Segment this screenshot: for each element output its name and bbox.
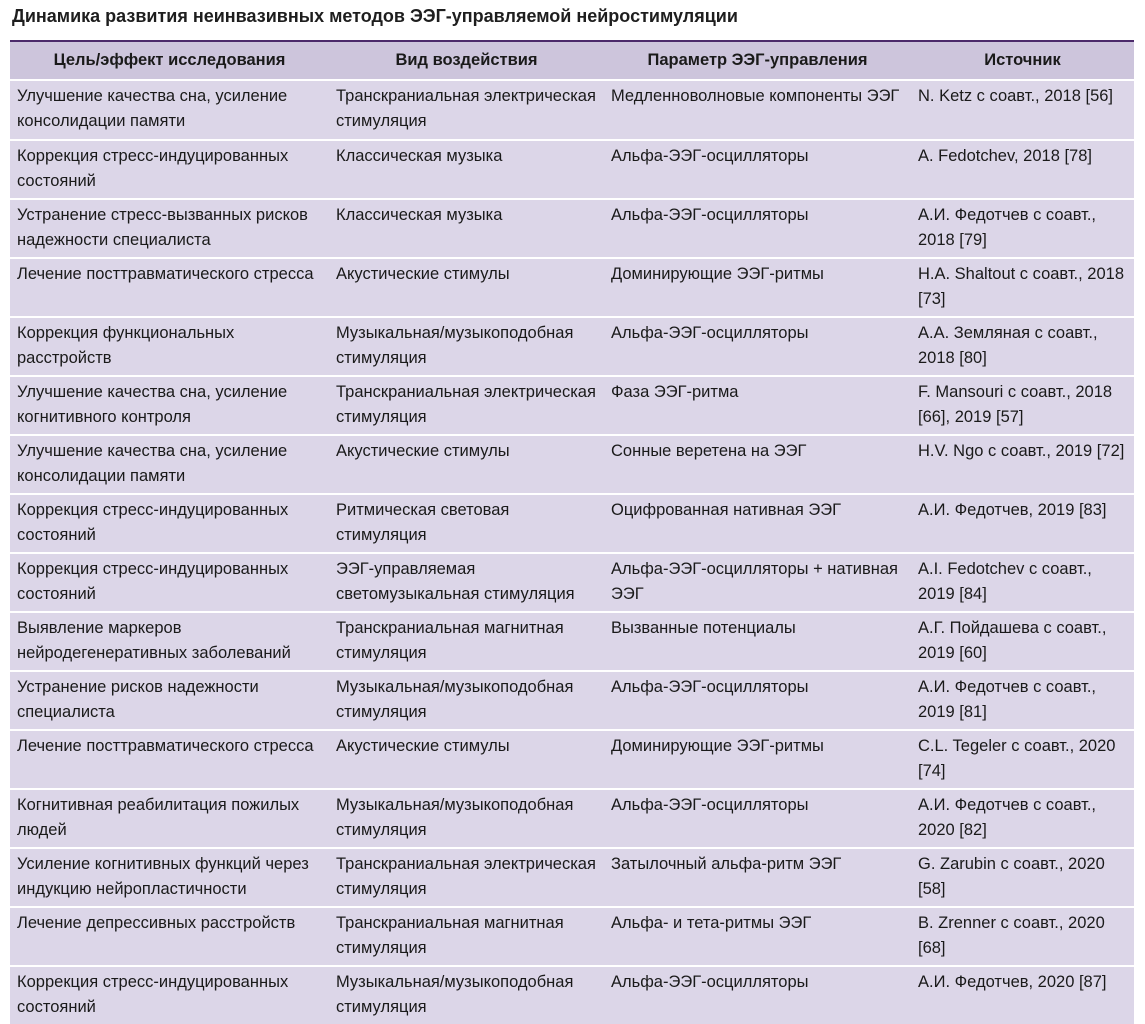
cell-goal: Лечение посттравматического стресса bbox=[10, 258, 329, 317]
table-row bbox=[10, 494, 1134, 553]
table-row bbox=[10, 671, 1134, 730]
table-row bbox=[10, 140, 1134, 199]
cell-source: H.V. Ngo с соавт., 2019 [72] bbox=[911, 435, 1134, 494]
cell-intervention: Акустические стимулы bbox=[329, 258, 604, 317]
cell-goal: Когнитивная реабилитация пожилых людей bbox=[10, 789, 329, 848]
cell-intervention: Транскраниальная магнитная стимуляция bbox=[329, 612, 604, 671]
cell-eeg-parameter: Альфа-ЭЭГ-осцилляторы bbox=[604, 140, 911, 199]
cell-eeg-parameter: Альфа-ЭЭГ-осцилляторы + нативная ЭЭГ bbox=[604, 553, 911, 612]
studies-table bbox=[10, 42, 1134, 1024]
table-row bbox=[10, 80, 1134, 140]
cell-eeg-parameter: Альфа-ЭЭГ-осцилляторы bbox=[604, 199, 911, 258]
cell-source: N. Ketz с соавт., 2018 [56] bbox=[911, 80, 1134, 140]
cell-eeg-parameter: Альфа-ЭЭГ-осцилляторы bbox=[604, 671, 911, 730]
cell-eeg-parameter: Доминирующие ЭЭГ-ритмы bbox=[604, 730, 911, 789]
cell-eeg-parameter: Доминирующие ЭЭГ-ритмы bbox=[604, 258, 911, 317]
cell-source: А.И. Федотчев, 2019 [83] bbox=[911, 494, 1134, 553]
column-header-goal: Цель/эффект исследования bbox=[10, 42, 329, 80]
table-title: Динамика развития неинвазивных методов ЭЭГ-управляемой нейростимуляции bbox=[12, 6, 738, 26]
table-row bbox=[10, 317, 1134, 376]
cell-intervention: Музыкальная/музыкоподобная стимуляция bbox=[329, 671, 604, 730]
table-row bbox=[10, 612, 1134, 671]
cell-intervention: Транскраниальная электрическая стимуляция bbox=[329, 848, 604, 907]
cell-source: А.И. Федотчев, 2020 [87] bbox=[911, 966, 1134, 1024]
cell-source: А.А. Земляная с соавт., 2018 [80] bbox=[911, 317, 1134, 376]
cell-source: G. Zarubin с соавт., 2020 [58] bbox=[911, 848, 1134, 907]
cell-goal: Усиление когнитивных функций через индукцию нейропластичности bbox=[10, 848, 329, 907]
cell-source: C.L. Tegeler с соавт., 2020 [74] bbox=[911, 730, 1134, 789]
cell-intervention: Транскраниальная электрическая стимуляция bbox=[329, 376, 604, 435]
cell-intervention: Транскраниальная магнитная стимуляция bbox=[329, 907, 604, 966]
cell-source: А.И. Федотчев с соавт., 2019 [81] bbox=[911, 671, 1134, 730]
cell-intervention: Музыкальная/музыкоподобная стимуляция bbox=[329, 966, 604, 1024]
cell-source: H.A. Shaltout с соавт., 2018 [73] bbox=[911, 258, 1134, 317]
table-row bbox=[10, 376, 1134, 435]
cell-eeg-parameter: Затылочный альфа-ритм ЭЭГ bbox=[604, 848, 911, 907]
cell-source: B. Zrenner с соавт., 2020 [68] bbox=[911, 907, 1134, 966]
table-header-row bbox=[10, 42, 1134, 80]
cell-eeg-parameter: Альфа-ЭЭГ-осцилляторы bbox=[604, 966, 911, 1024]
cell-source: A. Fedotchev, 2018 [78] bbox=[911, 140, 1134, 199]
cell-goal: Улучшение качества сна, усиление когнитивного контроля bbox=[10, 376, 329, 435]
cell-source: А.И. Федотчев с соавт., 2020 [82] bbox=[911, 789, 1134, 848]
cell-intervention: Акустические стимулы bbox=[329, 730, 604, 789]
cell-goal: Выявление маркеров нейродегенеративных заболеваний bbox=[10, 612, 329, 671]
table-row bbox=[10, 789, 1134, 848]
column-header-source: Источник bbox=[911, 42, 1134, 80]
table-row bbox=[10, 730, 1134, 789]
column-header-intervention: Вид воздействия bbox=[329, 42, 604, 80]
cell-goal: Коррекция стресс-индуцированных состояний bbox=[10, 140, 329, 199]
table-row bbox=[10, 258, 1134, 317]
cell-intervention: Транскраниальная электрическая стимуляция bbox=[329, 80, 604, 140]
cell-goal: Устранение стресс-вызванных рисков надежности специалиста bbox=[10, 199, 329, 258]
cell-eeg-parameter: Альфа-ЭЭГ-осцилляторы bbox=[604, 317, 911, 376]
cell-goal: Улучшение качества сна, усиление консолидации памяти bbox=[10, 435, 329, 494]
cell-intervention: Классическая музыка bbox=[329, 140, 604, 199]
cell-goal: Коррекция функциональных расстройств bbox=[10, 317, 329, 376]
table-row bbox=[10, 966, 1134, 1024]
table-row bbox=[10, 553, 1134, 612]
cell-intervention: ЭЭГ-управляемая светомузыкальная стимуляция bbox=[329, 553, 604, 612]
cell-source: А.И. Федотчев с соавт., 2018 [79] bbox=[911, 199, 1134, 258]
cell-eeg-parameter: Медленноволновые компоненты ЭЭГ bbox=[604, 80, 911, 140]
cell-goal: Устранение рисков надежности специалиста bbox=[10, 671, 329, 730]
cell-eeg-parameter: Фаза ЭЭГ-ритма bbox=[604, 376, 911, 435]
table-row bbox=[10, 435, 1134, 494]
cell-goal: Лечение посттравматического стресса bbox=[10, 730, 329, 789]
cell-intervention: Классическая музыка bbox=[329, 199, 604, 258]
cell-source: A.I. Fedotchev с соавт., 2019 [84] bbox=[911, 553, 1134, 612]
cell-intervention: Музыкальная/музыкоподобная стимуляция bbox=[329, 317, 604, 376]
cell-eeg-parameter: Вызванные потенциалы bbox=[604, 612, 911, 671]
cell-eeg-parameter: Оцифрованная нативная ЭЭГ bbox=[604, 494, 911, 553]
cell-goal: Коррекция стресс-индуцированных состояний bbox=[10, 553, 329, 612]
cell-intervention: Музыкальная/музыкоподобная стимуляция bbox=[329, 789, 604, 848]
cell-eeg-parameter: Альфа-ЭЭГ-осцилляторы bbox=[604, 789, 911, 848]
cell-goal: Коррекция стресс-индуцированных состояний bbox=[10, 494, 329, 553]
table-row bbox=[10, 199, 1134, 258]
table-row bbox=[10, 907, 1134, 966]
cell-intervention: Ритмическая световая стимуляция bbox=[329, 494, 604, 553]
cell-goal: Лечение депрессивных расстройств bbox=[10, 907, 329, 966]
column-header-eeg-parameter: Параметр ЭЭГ-управления bbox=[604, 42, 911, 80]
cell-intervention: Акустические стимулы bbox=[329, 435, 604, 494]
cell-goal: Коррекция стресс-индуцированных состояний bbox=[10, 966, 329, 1024]
cell-goal: Улучшение качества сна, усиление консолидации памяти bbox=[10, 80, 329, 140]
cell-source: А.Г. Пойдашева с соавт., 2019 [60] bbox=[911, 612, 1134, 671]
table-row bbox=[10, 848, 1134, 907]
cell-source: F. Mansouri с соавт., 2018 [66], 2019 [57] bbox=[911, 376, 1134, 435]
cell-eeg-parameter: Сонные веретена на ЭЭГ bbox=[604, 435, 911, 494]
cell-eeg-parameter: Альфа- и тета-ритмы ЭЭГ bbox=[604, 907, 911, 966]
